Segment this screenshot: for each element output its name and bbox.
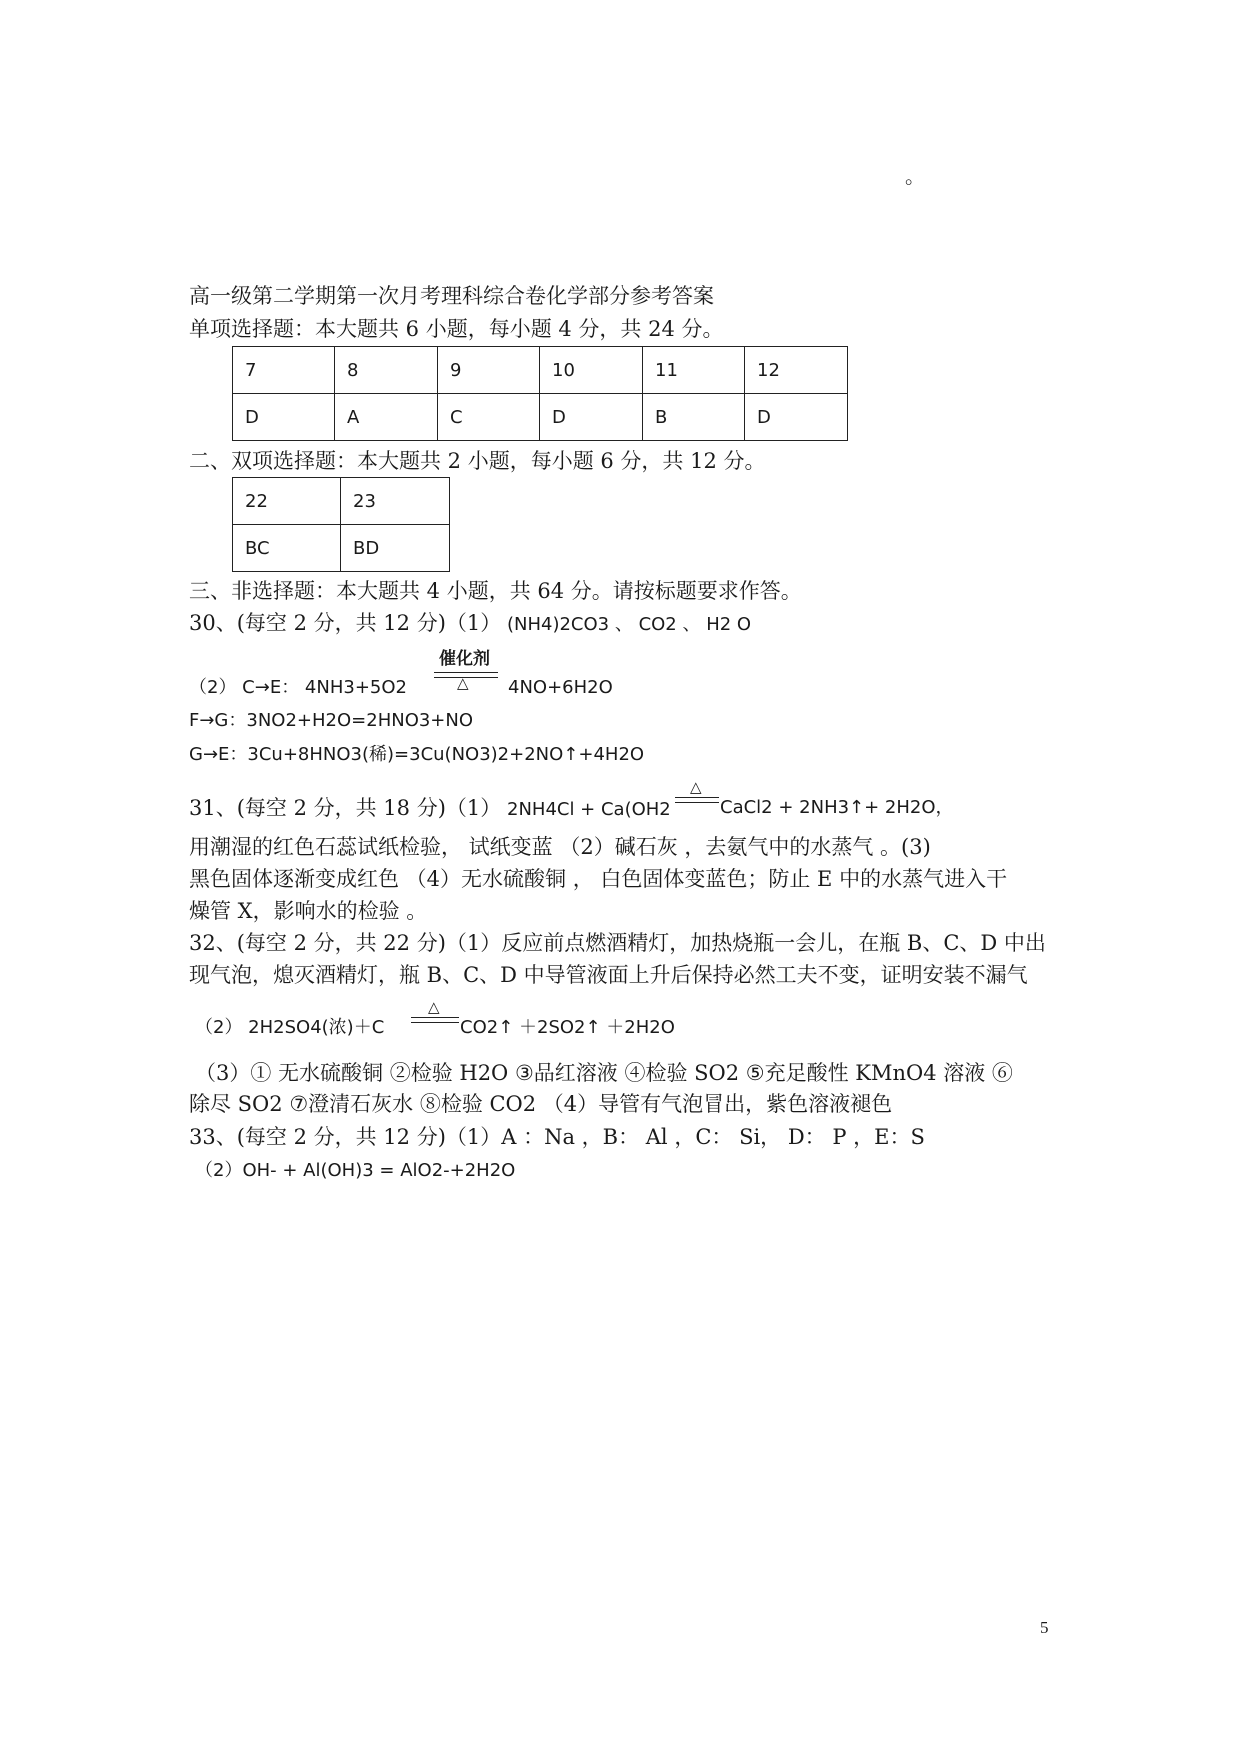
q31-line3: 黑色固体逐渐变成红色 （4）无水硫酸铜 ， 白色固体变蓝色；防止 E 中的水蒸气进入干 bbox=[189, 867, 1008, 891]
q30-answer1: (NH4)2CO3 、 CO2 、 H2 O bbox=[501, 614, 752, 635]
question-number-cell: 22 bbox=[233, 478, 341, 525]
q31-eq-right: CaCl2 + 2NH3↑+ 2H2O， bbox=[720, 797, 954, 818]
answer-cell: D bbox=[745, 394, 848, 441]
answer-cell: C bbox=[438, 394, 540, 441]
answer-cell: D bbox=[233, 394, 335, 441]
q33-line1: 33、(每空 2 分，共 12 分)（1）A ：Na ，B： Al ，C： Si， D： P ，E：S bbox=[189, 1125, 925, 1149]
q30-line1 bbox=[189, 609, 751, 639]
section1-answer-table bbox=[232, 346, 848, 441]
q32-line2: 现气泡，熄灭酒精灯，瓶 B、C、D 中导管液面上升后保持必然工夫不变，证明安装不漏气 bbox=[189, 963, 1028, 987]
q32-eq-left: （2） 2H2SO4(浓)＋C bbox=[195, 1017, 385, 1038]
page-title: 高一级第二学期第一次月考理科综合卷化学部分参考答案 bbox=[189, 284, 714, 308]
table-row bbox=[233, 394, 848, 441]
q30-head: 30、(每空 2 分，共 12 分)（1） bbox=[189, 611, 502, 635]
catalyst-condition: 催化剂 bbox=[439, 649, 490, 669]
question-number-cell: 9 bbox=[438, 347, 540, 394]
section2-answer-table bbox=[232, 477, 450, 572]
heat-triangle: △ bbox=[690, 778, 702, 796]
q32-line5: 除尽 SO2 ⑦澄清石灰水 ⑧检验 CO2 （4）导管有气泡冒出，紫色溶液褪色 bbox=[189, 1092, 893, 1116]
question-number-cell: 11 bbox=[643, 347, 745, 394]
equals-sign bbox=[675, 797, 719, 803]
q30-eq3: G→E：3Cu+8HNO3(稀)=3Cu(NO3)2+2NO↑+4H2O bbox=[189, 744, 645, 765]
q31-line2: 用潮湿的红色石蕊试纸检验， 试纸变蓝 （2）碱石灰 ，去氨气中的水蒸气 。(3) bbox=[189, 835, 931, 859]
q31-line4: 燥管 X，影响水的检验 。 bbox=[189, 899, 428, 923]
section1-heading: 单项选择题：本大题共 6 小题，每小题 4 分，共 24 分。 bbox=[189, 317, 724, 341]
table-row bbox=[233, 525, 450, 572]
answer-cell: BD bbox=[341, 525, 450, 572]
q30-eq2: F→G：3NO2+H2O=2HNO3+NO bbox=[189, 710, 474, 731]
q31-line1 bbox=[189, 794, 671, 824]
question-number-cell: 10 bbox=[540, 347, 643, 394]
question-number-cell: 7 bbox=[233, 347, 335, 394]
question-number-cell: 8 bbox=[335, 347, 438, 394]
heat-triangle: △ bbox=[428, 998, 440, 1016]
heat-triangle: △ bbox=[457, 674, 469, 692]
q31-eq-left: 2NH4Cl + Ca(OH2 bbox=[501, 799, 671, 820]
table-row bbox=[233, 347, 848, 394]
answer-cell: D bbox=[540, 394, 643, 441]
top-mark: 。 bbox=[905, 164, 925, 188]
question-number-cell: 12 bbox=[745, 347, 848, 394]
q30-eq1-product: 4NO+6H2O bbox=[508, 677, 613, 698]
answer-cell: B bbox=[643, 394, 745, 441]
section2-heading: 二、双项选择题：本大题共 2 小题，每小题 6 分，共 12 分。 bbox=[189, 449, 766, 473]
answer-cell: A bbox=[335, 394, 438, 441]
q31-head: 31、(每空 2 分，共 18 分)（1） bbox=[189, 796, 502, 820]
answer-cell: BC bbox=[233, 525, 341, 572]
q32-line1: 32、(每空 2 分，共 22 分)（1）反应前点燃酒精灯，加热烧瓶一会儿，在瓶 B、C、D 中出 bbox=[189, 931, 1046, 955]
question-number-cell: 23 bbox=[341, 478, 450, 525]
section3-heading: 三、非选择题：本大题共 4 小题，共 64 分。请按标题要求作答。 bbox=[189, 579, 802, 603]
table-row bbox=[233, 478, 450, 525]
page-number: 5 bbox=[1040, 1618, 1049, 1637]
equals-sign bbox=[411, 1017, 459, 1023]
q33-line2: （2）OH- + Al(OH)3 = AlO2-+2H2O bbox=[195, 1160, 516, 1181]
q32-eq-right: CO2↑ ＋2SO2↑ ＋2H2O bbox=[460, 1017, 675, 1038]
q32-line4: （3）① 无水硫酸铜 ②检验 H2O ③品红溶液 ④检验 SO2 ⑤充足酸性 KMnO4 溶液 ⑥ bbox=[195, 1061, 1013, 1085]
q30-eq1-left: （2） C→E： 4NH3+5O2 bbox=[189, 677, 407, 698]
